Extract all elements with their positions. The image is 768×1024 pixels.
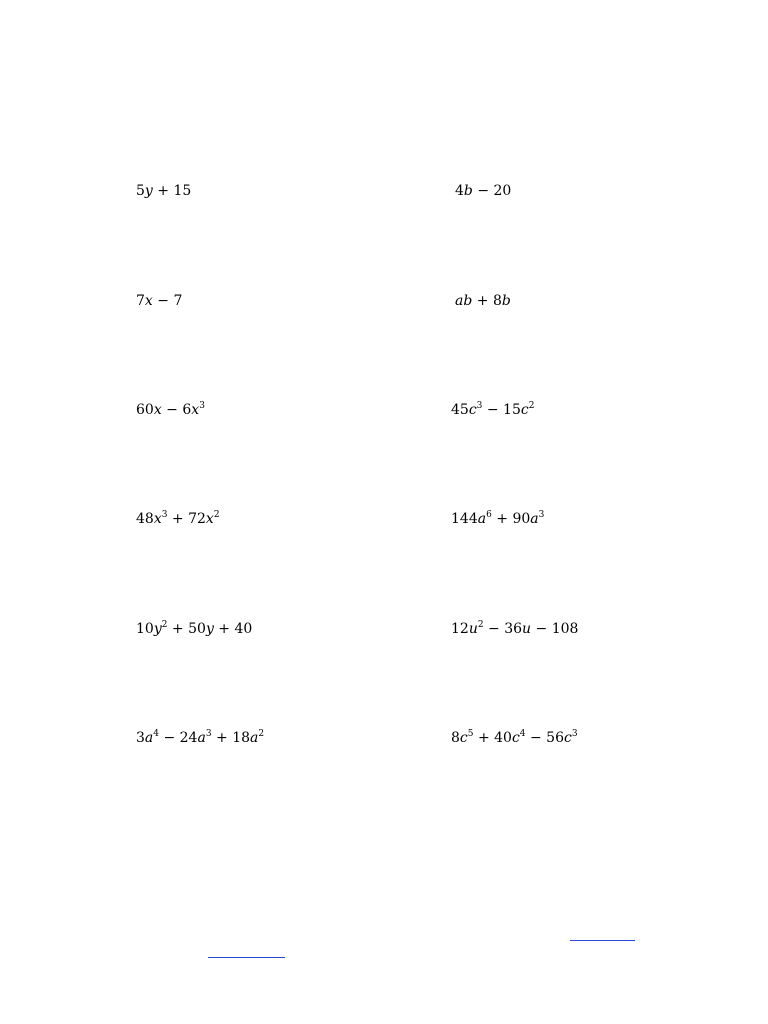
problem-left-2: 7x − 7: [136, 293, 183, 309]
problem-right-2: ab + 8b: [455, 293, 511, 309]
footer-link-underline-right[interactable]: [570, 940, 635, 941]
problem-right-6: $8c^5 + 40c^4 - 56c^3$: [451, 729, 578, 746]
footer-link-underline-left[interactable]: [208, 957, 285, 958]
problem-left-6: $3a^4 - 24a^3 + 18a^2$: [136, 729, 265, 746]
problem-left-3: $60x - 6x^3$: [136, 401, 205, 418]
problem-right-3: $45c^3 - 15c^2$: [451, 401, 535, 418]
problem-right-5: $12u^2 - 36u - 108$: [451, 620, 579, 637]
problem-left-4: $48x^3 + 72x^2$: [136, 510, 220, 527]
problem-left-1: 5y + 15: [136, 183, 192, 199]
problem-right-1: 4b − 20: [455, 183, 512, 199]
problem-right-4: $144a^6 + 90a^3$: [451, 510, 545, 527]
problem-left-5: $10y^2 + 50y + 40$: [136, 620, 253, 637]
